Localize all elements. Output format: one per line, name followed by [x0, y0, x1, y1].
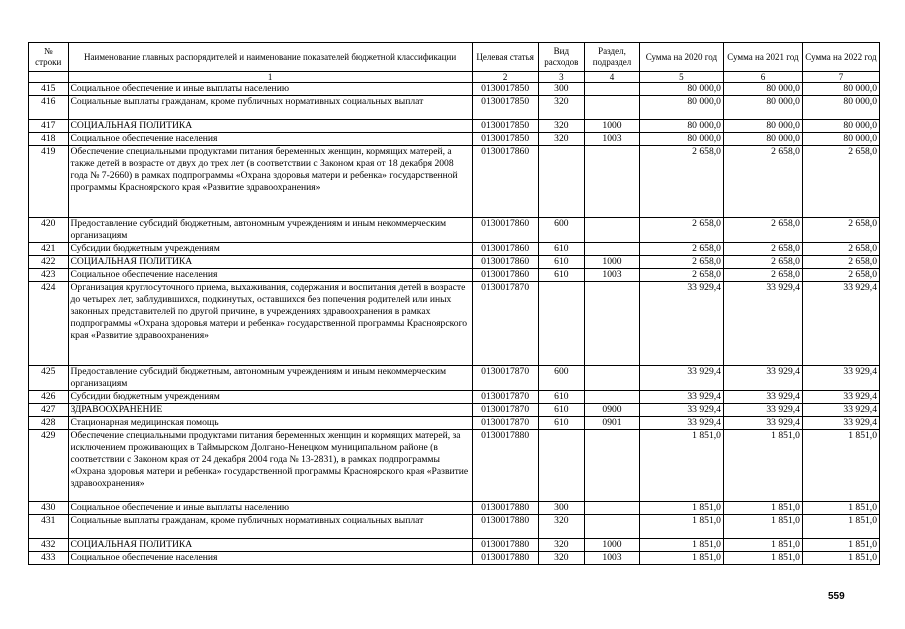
row-sum-2021: 1 851,0	[723, 430, 802, 502]
row-kind: 610	[538, 391, 585, 404]
row-sum-2021: 80 000,0	[723, 120, 802, 133]
row-target: 0130017860	[472, 243, 538, 256]
row-section	[585, 146, 640, 218]
row-sum-2020: 2 658,0	[639, 256, 723, 269]
row-target: 0130017870	[472, 282, 538, 366]
page-number: 559	[828, 591, 845, 602]
row-target: 0130017880	[472, 515, 538, 539]
row-section	[585, 243, 640, 256]
row-kind	[538, 146, 585, 218]
table-row	[29, 366, 880, 391]
table-row	[29, 539, 880, 552]
row-kind: 320	[538, 96, 585, 120]
row-sum-2020: 33 929,4	[639, 366, 723, 391]
row-name: СОЦИАЛЬНАЯ ПОЛИТИКА	[68, 256, 472, 269]
row-target: 0130017850	[472, 83, 538, 96]
row-sum-2020: 33 929,4	[639, 282, 723, 366]
row-sum-2020: 1 851,0	[639, 539, 723, 552]
row-sum-2021: 33 929,4	[723, 282, 802, 366]
row-kind	[538, 430, 585, 502]
row-sum-2022: 1 851,0	[802, 539, 879, 552]
row-sum-2022: 33 929,4	[802, 404, 879, 417]
row-kind: 320	[538, 539, 585, 552]
row-name: Социальное обеспечение населения	[68, 133, 472, 146]
row-name: Субсидии бюджетным учреждениям	[68, 391, 472, 404]
row-sum-2020: 80 000,0	[639, 83, 723, 96]
row-target: 0130017870	[472, 404, 538, 417]
column-index: 3	[538, 72, 585, 83]
row-target: 0130017860	[472, 218, 538, 243]
table-row	[29, 404, 880, 417]
row-kind: 610	[538, 404, 585, 417]
row-sum-2022: 80 000,0	[802, 96, 879, 120]
row-number: 433	[29, 552, 69, 565]
column-index: 4	[585, 72, 640, 83]
row-sum-2020: 1 851,0	[639, 552, 723, 565]
row-kind	[538, 282, 585, 366]
row-sum-2021: 80 000,0	[723, 96, 802, 120]
table-row	[29, 269, 880, 282]
row-sum-2020: 2 658,0	[639, 243, 723, 256]
row-section	[585, 366, 640, 391]
row-sum-2022: 2 658,0	[802, 243, 879, 256]
row-sum-2021: 2 658,0	[723, 243, 802, 256]
row-target: 0130017860	[472, 256, 538, 269]
row-sum-2020: 2 658,0	[639, 269, 723, 282]
row-sum-2022: 33 929,4	[802, 366, 879, 391]
table-row	[29, 83, 880, 96]
row-sum-2020: 33 929,4	[639, 404, 723, 417]
row-target: 0130017880	[472, 502, 538, 515]
row-sum-2022: 1 851,0	[802, 515, 879, 539]
row-kind: 610	[538, 269, 585, 282]
row-sum-2021: 2 658,0	[723, 256, 802, 269]
row-sum-2021: 80 000,0	[723, 83, 802, 96]
row-name: Предоставление субсидий бюджетным, автономным учреждениям и иным некоммерческим организациям	[68, 218, 472, 243]
row-sum-2022: 1 851,0	[802, 552, 879, 565]
row-name: ЗДРАВООХРАНЕНИЕ	[68, 404, 472, 417]
table-row	[29, 417, 880, 430]
row-section	[585, 502, 640, 515]
row-sum-2022: 1 851,0	[802, 502, 879, 515]
row-sum-2021: 1 851,0	[723, 515, 802, 539]
row-kind: 320	[538, 133, 585, 146]
row-section: 0900	[585, 404, 640, 417]
row-kind: 300	[538, 502, 585, 515]
row-sum-2020: 33 929,4	[639, 391, 723, 404]
row-sum-2020: 1 851,0	[639, 502, 723, 515]
row-number: 425	[29, 366, 69, 391]
row-number: 430	[29, 502, 69, 515]
row-number: 431	[29, 515, 69, 539]
row-name: Обеспечение специальными продуктами питания беременных женщин, кормящих матерей, а также детей в возрасте от двух до трех лет (в соответствии с Законом края от 18 декабря 2008 года № 7-2660) в рамках подпрограммы «Охрана здоровья матери и ребенка» государственной программы Красноярского края «Развитие здравоохранения»	[68, 146, 472, 218]
row-kind: 320	[538, 552, 585, 565]
table-row	[29, 146, 880, 218]
row-sum-2020: 80 000,0	[639, 120, 723, 133]
row-section	[585, 430, 640, 502]
header-section: Раздел, подраздел	[585, 43, 640, 72]
row-target: 0130017850	[472, 133, 538, 146]
row-name: Организация круглосуточного приема, выхаживания, содержания и воспитания детей в возрасте до четырех лет, заблудившихся, подкинутых, оставшихся без попечения родителей или иных законных представителей по другой причине, в учреждениях здравоохранения в рамках подпрограммы «Охрана здоровья матери и ребенка» государственной программы Красноярского края «Развитие здравоохранения»	[68, 282, 472, 366]
table-row	[29, 218, 880, 243]
column-index-row	[29, 72, 880, 83]
row-target: 0130017870	[472, 417, 538, 430]
row-sum-2020: 2 658,0	[639, 218, 723, 243]
row-name: Социальное обеспечение населения	[68, 269, 472, 282]
row-name: Социальное обеспечение населения	[68, 552, 472, 565]
row-number: 429	[29, 430, 69, 502]
row-sum-2020: 80 000,0	[639, 133, 723, 146]
row-kind: 320	[538, 515, 585, 539]
row-target: 0130017870	[472, 391, 538, 404]
row-sum-2022: 80 000,0	[802, 133, 879, 146]
row-section: 1000	[585, 539, 640, 552]
row-sum-2021: 1 851,0	[723, 502, 802, 515]
row-name: Обеспечение специальными продуктами питания беременных женщин и кормящих матерей, за исключением проживающих в Таймырском Долгано-Ненецком муниципальном районе (в соответствии с Законом края от 24 декабря 2004 года № 13-2831), в рамках подпрограммы «Охрана здоровья матери и ребенка» государственной программы Красноярского края «Развитие здравоохранения»	[68, 430, 472, 502]
row-section	[585, 282, 640, 366]
column-index: 2	[472, 72, 538, 83]
row-sum-2022: 33 929,4	[802, 282, 879, 366]
row-sum-2021: 33 929,4	[723, 404, 802, 417]
row-sum-2022: 80 000,0	[802, 83, 879, 96]
table-row	[29, 430, 880, 502]
header-row	[29, 43, 880, 72]
row-sum-2021: 33 929,4	[723, 391, 802, 404]
row-name: Предоставление субсидий бюджетным, автономным учреждениям и иным некоммерческим организациям	[68, 366, 472, 391]
row-number: 420	[29, 218, 69, 243]
row-name: Социальные выплаты гражданам, кроме публичных нормативных социальных выплат	[68, 515, 472, 539]
row-name: СОЦИАЛЬНАЯ ПОЛИТИКА	[68, 539, 472, 552]
row-section	[585, 96, 640, 120]
row-number: 418	[29, 133, 69, 146]
row-number: 424	[29, 282, 69, 366]
row-sum-2022: 2 658,0	[802, 218, 879, 243]
row-target: 0130017880	[472, 430, 538, 502]
header-sum-2020: Сумма на 2020 год	[639, 43, 723, 72]
header-name: Наименование главных распорядителей и наименование показателей бюджетной классификации	[68, 43, 472, 72]
column-index: 1	[68, 72, 472, 83]
table-row	[29, 133, 880, 146]
row-section	[585, 218, 640, 243]
row-sum-2022: 80 000,0	[802, 120, 879, 133]
row-name: Стационарная медицинская помощь	[68, 417, 472, 430]
table-row	[29, 96, 880, 120]
table-row	[29, 391, 880, 404]
header-target: Целевая статья	[472, 43, 538, 72]
row-sum-2022: 1 851,0	[802, 430, 879, 502]
row-kind: 610	[538, 243, 585, 256]
row-name: Социальные выплаты гражданам, кроме публичных нормативных социальных выплат	[68, 96, 472, 120]
row-sum-2020: 33 929,4	[639, 417, 723, 430]
row-sum-2020: 1 851,0	[639, 515, 723, 539]
row-number: 432	[29, 539, 69, 552]
row-section: 1003	[585, 552, 640, 565]
row-sum-2020: 1 851,0	[639, 430, 723, 502]
header-row-no: № строки	[29, 43, 69, 72]
row-number: 422	[29, 256, 69, 269]
row-section: 1000	[585, 256, 640, 269]
row-sum-2020: 80 000,0	[639, 96, 723, 120]
row-sum-2021: 33 929,4	[723, 366, 802, 391]
row-number: 417	[29, 120, 69, 133]
row-number: 427	[29, 404, 69, 417]
row-section	[585, 391, 640, 404]
row-sum-2021: 80 000,0	[723, 133, 802, 146]
row-kind: 300	[538, 83, 585, 96]
header-kind: Вид расходов	[538, 43, 585, 72]
row-sum-2022: 2 658,0	[802, 146, 879, 218]
row-target: 0130017880	[472, 552, 538, 565]
column-index	[29, 72, 69, 83]
header-sum-2022: Сумма на 2022 год	[802, 43, 879, 72]
row-section	[585, 515, 640, 539]
column-index: 7	[802, 72, 879, 83]
row-sum-2021: 33 929,4	[723, 417, 802, 430]
row-sum-2022: 2 658,0	[802, 256, 879, 269]
row-sum-2022: 2 658,0	[802, 269, 879, 282]
budget-table	[28, 42, 880, 565]
header-sum-2021: Сумма на 2021 год	[723, 43, 802, 72]
row-name: Социальное обеспечение и иные выплаты населению	[68, 502, 472, 515]
table-row	[29, 502, 880, 515]
table-row	[29, 256, 880, 269]
row-target: 0130017860	[472, 146, 538, 218]
table-row	[29, 552, 880, 565]
column-index: 5	[639, 72, 723, 83]
row-target: 0130017880	[472, 539, 538, 552]
row-sum-2021: 1 851,0	[723, 552, 802, 565]
row-sum-2020: 2 658,0	[639, 146, 723, 218]
row-number: 415	[29, 83, 69, 96]
table-row	[29, 282, 880, 366]
row-sum-2021: 2 658,0	[723, 146, 802, 218]
row-section: 0901	[585, 417, 640, 430]
row-sum-2021: 2 658,0	[723, 218, 802, 243]
row-number: 428	[29, 417, 69, 430]
row-sum-2021: 1 851,0	[723, 539, 802, 552]
row-target: 0130017870	[472, 366, 538, 391]
row-number: 416	[29, 96, 69, 120]
row-kind: 600	[538, 218, 585, 243]
row-section	[585, 83, 640, 96]
table-body	[29, 83, 880, 565]
row-name: Субсидии бюджетным учреждениям	[68, 243, 472, 256]
row-kind: 320	[538, 120, 585, 133]
row-name: СОЦИАЛЬНАЯ ПОЛИТИКА	[68, 120, 472, 133]
row-target: 0130017850	[472, 96, 538, 120]
row-kind: 600	[538, 366, 585, 391]
row-section: 1003	[585, 133, 640, 146]
row-name: Социальное обеспечение и иные выплаты населению	[68, 83, 472, 96]
table-row	[29, 243, 880, 256]
table-row	[29, 515, 880, 539]
row-number: 421	[29, 243, 69, 256]
row-kind: 610	[538, 417, 585, 430]
row-kind: 610	[538, 256, 585, 269]
row-target: 0130017850	[472, 120, 538, 133]
row-sum-2022: 33 929,4	[802, 417, 879, 430]
column-index: 6	[723, 72, 802, 83]
row-target: 0130017860	[472, 269, 538, 282]
row-number: 419	[29, 146, 69, 218]
row-section: 1000	[585, 120, 640, 133]
row-number: 423	[29, 269, 69, 282]
row-number: 426	[29, 391, 69, 404]
table-row	[29, 120, 880, 133]
row-section: 1003	[585, 269, 640, 282]
row-sum-2021: 2 658,0	[723, 269, 802, 282]
row-sum-2022: 33 929,4	[802, 391, 879, 404]
